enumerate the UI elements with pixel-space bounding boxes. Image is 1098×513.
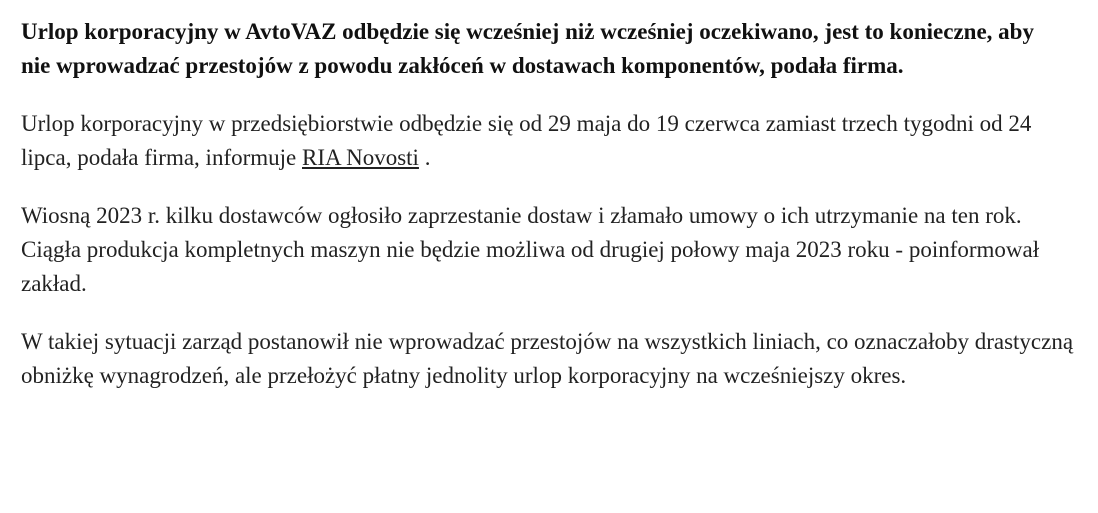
paragraph-1 <box>21 107 1077 175</box>
paragraph-1-text: Urlop korporacyjny w przedsiębiorstwie odbędzie się od 29 maja do 19 czerwca zamiast trzech tygodni od 24 lipca, podała firma, informuje <box>21 111 1032 170</box>
paragraph-2: Wiosną 2023 r. kilku dostawców ogłosiło zaprzestanie dostaw i złamało umowy o ich utrzymanie na ten rok. Ciągła produkcja kompletnych maszyn nie będzie możliwa od drugiej połowy maja 2023 roku - poinformował zakład. <box>21 203 1040 296</box>
paragraph-3: W takiej sytuacji zarząd postanowił nie wprowadzać przestojów na wszystkich liniach, co oznaczałoby drastyczną obniżkę wynagrodzeń, ale przełożyć płatny jednolity urlop korporacyjny na wcześniejszy okres. <box>21 329 1074 388</box>
article-lead: Urlop korporacyjny w AvtoVAZ odbędzie się wcześniej niż wcześniej oczekiwano, jest to konieczne, aby nie wprowadzać przestojów z powodu zakłóceń w dostawach komponentów, podała firma. <box>21 19 1034 78</box>
ria-novosti-link[interactable]: RIA Novosti <box>302 145 419 170</box>
paragraph-1-end: . <box>418 145 431 170</box>
